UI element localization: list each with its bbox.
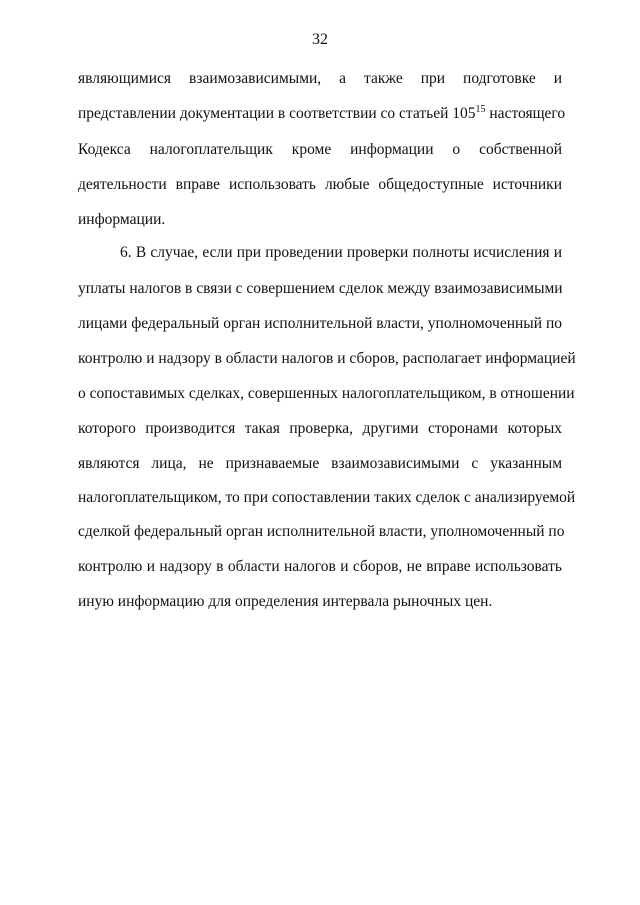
page-number: 32 [312, 31, 328, 48]
text-line: являющимися взаимозависимыми, а также при подготовке и [78, 70, 562, 87]
text-line: 6. В случае, если при проведении проверки полноты исчисления и [120, 244, 562, 261]
text-segment: настоящего [485, 105, 566, 122]
superscript-article-number: 15 [475, 104, 486, 115]
text-line: являются лица, не признаваемые взаимозависимыми с указанным [78, 455, 562, 472]
text-line: контролю и надзору в области налогов и сборов, располагает информацией [78, 350, 576, 367]
text-line: о сопоставимых сделках, совершенных налогоплательщиком, в отношении [78, 385, 575, 402]
text-segment: представлении документации в соответствии со статьей 105 [78, 105, 476, 122]
text-line: лицами федеральный орган исполнительной власти, уполномоченный по [78, 315, 562, 332]
text-line: деятельности вправе использовать любые общедоступные источники [78, 176, 562, 193]
text-line: сделкой федеральный орган исполнительной власти, уполномоченный по [78, 523, 565, 540]
text-line: контролю и надзору в области налогов и сборов, не вправе использовать [78, 558, 562, 575]
text-line: которого производится такая проверка, другими сторонами которых [78, 420, 562, 437]
text-line [78, 104, 566, 124]
text-line: Кодекса налогоплательщик кроме информации о собственной [78, 141, 562, 158]
text-line: информации. [78, 211, 166, 228]
text-line: налогоплательщиком, то при сопоставлении таких сделок с анализируемой [78, 489, 576, 506]
text-line: иную информацию для определения интервала рыночных цен. [78, 593, 493, 610]
text-line: уплаты налогов в связи с совершением сделок между взаимозависимыми [78, 280, 563, 297]
